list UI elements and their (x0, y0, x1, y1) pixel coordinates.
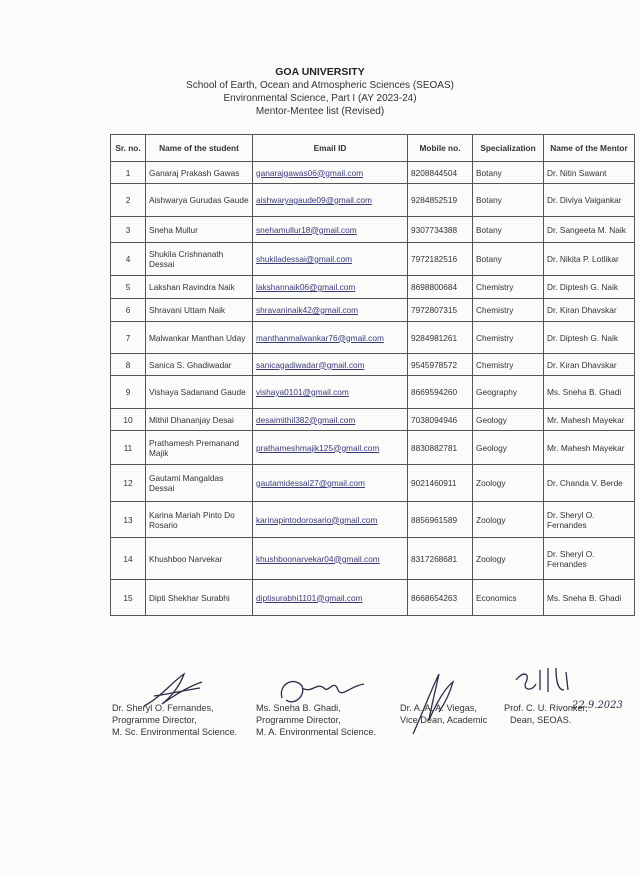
mobile-cell: 8830882781 (408, 431, 473, 465)
sr-cell: 13 (111, 502, 146, 538)
table-row (111, 243, 635, 276)
sr-cell: 1 (111, 162, 146, 184)
student-name-cell: Ganaraj Prakash Gawas (146, 162, 253, 184)
mentor-cell: Dr. Sheryl O. Fernandes (544, 538, 635, 580)
email-cell: khushboonarvekar04@gmail.com (253, 538, 408, 580)
specialization-cell: Zoology (473, 502, 544, 538)
student-name-cell: Mithil Dhananjay Desai (146, 409, 253, 431)
document-header (0, 66, 640, 118)
column-header-name: Name of the student (146, 135, 253, 162)
mentor-cell: Dr. Diptesh G. Naik (544, 322, 635, 354)
table-row (111, 162, 635, 184)
table-row (111, 409, 635, 431)
specialization-cell: Botany (473, 184, 544, 217)
mobile-cell: 8669594260 (408, 376, 473, 409)
mentor-cell: Ms. Sneha B. Ghadi (544, 580, 635, 616)
mentor-cell: Dr. Nitin Sawant (544, 162, 635, 184)
email-cell: desaimithil382@gmail.com (253, 409, 408, 431)
specialization-cell: Botany (473, 162, 544, 184)
email-cell: shukiladessai@gmail.com (253, 243, 408, 276)
specialization-cell: Chemistry (473, 354, 544, 376)
email-cell: diptisurabhi1101@gmail.com (253, 580, 408, 616)
table-row (111, 465, 635, 502)
mentor-cell: Dr. Sheryl O. Fernandes (544, 502, 635, 538)
school-name: School of Earth, Ocean and Atmospheric Sciences (SEOAS) (186, 80, 454, 91)
mentor-cell: Dr. Sangeeta M. Naik (544, 217, 635, 243)
sr-cell: 10 (111, 409, 146, 431)
signatory-viegas (400, 702, 487, 726)
email-cell: manthanmalwankar76@gmail.com (253, 322, 408, 354)
mobile-cell: 8856961589 (408, 502, 473, 538)
specialization-cell: Geology (473, 431, 544, 465)
specialization-cell: Botany (473, 243, 544, 276)
student-name-cell: Shukila Crishnanath Dessai (146, 243, 253, 276)
student-name-cell: Gautami Mangaldas Dessai (146, 465, 253, 502)
email-cell: shravaninaik42@gmail.com (253, 299, 408, 322)
mobile-cell: 9284852519 (408, 184, 473, 217)
sr-cell: 6 (111, 299, 146, 322)
table-row (111, 580, 635, 616)
student-name-cell: Aishwarya Gurudas Gaude (146, 184, 253, 217)
table-row (111, 538, 635, 580)
mentor-cell: Dr. Nikita P. Lotlikar (544, 243, 635, 276)
email-cell: gautamidessai27@gmail.com (253, 465, 408, 502)
signatory-role: Programme Director, (256, 715, 341, 725)
table-row (111, 431, 635, 465)
mentor-cell: Dr. Diviya Vaigankar (544, 184, 635, 217)
signatory-name: Dr. A. A. A. Viegas, (400, 703, 477, 713)
table-row (111, 217, 635, 243)
table-header-row (111, 135, 635, 162)
specialization-cell: Chemistry (473, 322, 544, 354)
mentor-mentee-table (110, 134, 635, 616)
mobile-cell: 9545978572 (408, 354, 473, 376)
student-name-cell: Khushboo Narvekar (146, 538, 253, 580)
student-name-cell: Karina Mariah Pinto Do Rosario (146, 502, 253, 538)
table-row (111, 354, 635, 376)
mentor-cell: Mr. Mahesh Mayekar (544, 431, 635, 465)
mobile-cell: 8208844504 (408, 162, 473, 184)
specialization-cell: Chemistry (473, 276, 544, 299)
signatory-name: Ms. Sneha B. Ghadi, (256, 703, 341, 713)
table-row (111, 376, 635, 409)
signatory-role: Programme Director, (112, 715, 197, 725)
signatory-rivonker (504, 702, 588, 726)
column-header-mentor: Name of the Mentor (544, 135, 635, 162)
column-header-email: Email ID (253, 135, 408, 162)
signatory-role: Vice Dean, Academic (400, 715, 488, 725)
sr-cell: 2 (111, 184, 146, 217)
mobile-cell: 9284981261 (408, 322, 473, 354)
mentor-cell: Dr. Kiran Dhavskar (544, 299, 635, 322)
sr-cell: 3 (111, 217, 146, 243)
specialization-cell: Geology (473, 409, 544, 431)
mobile-cell: 9307734388 (408, 217, 473, 243)
table-row (111, 502, 635, 538)
student-name-cell: Lakshan Ravindra Naik (146, 276, 253, 299)
program-name: Environmental Science, Part I (AY 2023-24) (223, 93, 417, 104)
sr-cell: 12 (111, 465, 146, 502)
email-cell: snehamullur18@gmail.com (253, 217, 408, 243)
handwritten-date: 22.9.2023 (572, 700, 623, 711)
sr-cell: 14 (111, 538, 146, 580)
email-cell: lakshannaik06@gmail.com (253, 276, 408, 299)
email-cell: vishaya0101@gmail.com (253, 376, 408, 409)
mobile-cell: 8698800684 (408, 276, 473, 299)
sr-cell: 15 (111, 580, 146, 616)
mobile-cell: 8668654263 (408, 580, 473, 616)
student-name-cell: Malwankar Manthan Uday (146, 322, 253, 354)
column-header-mobile: Mobile no. (408, 135, 473, 162)
student-name-cell: Sneha Mullur (146, 217, 253, 243)
specialization-cell: Geography (473, 376, 544, 409)
sr-cell: 4 (111, 243, 146, 276)
mentor-cell: Mr. Mahesh Mayekar (544, 409, 635, 431)
sr-cell: 5 (111, 276, 146, 299)
signatory-program: M. A. Environmental Science. (256, 727, 377, 737)
specialization-cell: Economics (473, 580, 544, 616)
signatory-role: Dean, SEOAS. (510, 715, 572, 725)
signatory-ghadi (256, 702, 376, 738)
specialization-cell: Zoology (473, 465, 544, 502)
sr-cell: 8 (111, 354, 146, 376)
student-name-cell: Vishaya Sadanand Gaude (146, 376, 253, 409)
mobile-cell: 7038094946 (408, 409, 473, 431)
table-row (111, 299, 635, 322)
student-name-cell: Sanica S. Ghadiwadar (146, 354, 253, 376)
sr-cell: 11 (111, 431, 146, 465)
mobile-cell: 9021460911 (408, 465, 473, 502)
sr-cell: 9 (111, 376, 146, 409)
mobile-cell: 7972182516 (408, 243, 473, 276)
table-row (111, 184, 635, 217)
table-row (111, 276, 635, 299)
university-name: GOA UNIVERSITY (275, 66, 365, 78)
signatory-program: M. Sc. Environmental Science. (112, 727, 238, 737)
email-cell: ganarajgawas06@gmail.com (253, 162, 408, 184)
signatory-fernandes (112, 702, 237, 738)
mobile-cell: 8317268681 (408, 538, 473, 580)
specialization-cell: Chemistry (473, 299, 544, 322)
column-header-specialization: Specialization (473, 135, 544, 162)
student-name-cell: Dipti Shekhar Surabhi (146, 580, 253, 616)
email-cell: aishwaryagaude09@gmail.com (253, 184, 408, 217)
signatory-name: Dr. Sheryl O. Fernandes, (112, 703, 214, 713)
mobile-cell: 7972807315 (408, 299, 473, 322)
email-cell: karinapintodorosario@gmail.com (253, 502, 408, 538)
table-row (111, 322, 635, 354)
email-cell: prathameshmajik125@gmail.com (253, 431, 408, 465)
student-name-cell: Prathamesh Premanand Majik (146, 431, 253, 465)
sr-cell: 7 (111, 322, 146, 354)
mentor-cell: Dr. Kiran Dhavskar (544, 354, 635, 376)
mentor-cell: Ms. Sneha B. Ghadi (544, 376, 635, 409)
mentor-cell: Dr. Chanda V. Berde (544, 465, 635, 502)
student-name-cell: Shravani Uttam Naik (146, 299, 253, 322)
column-header-sr: Sr. no. (111, 135, 146, 162)
list-title: Mentor-Mentee list (Revised) (255, 106, 385, 117)
specialization-cell: Botany (473, 217, 544, 243)
email-cell: sanicagadiwadar@gmail.com (253, 354, 408, 376)
mentor-cell: Dr. Diptesh G. Naik (544, 276, 635, 299)
signatory-name: Prof. C. U. Rivonker, (504, 703, 588, 713)
specialization-cell: Zoology (473, 538, 544, 580)
